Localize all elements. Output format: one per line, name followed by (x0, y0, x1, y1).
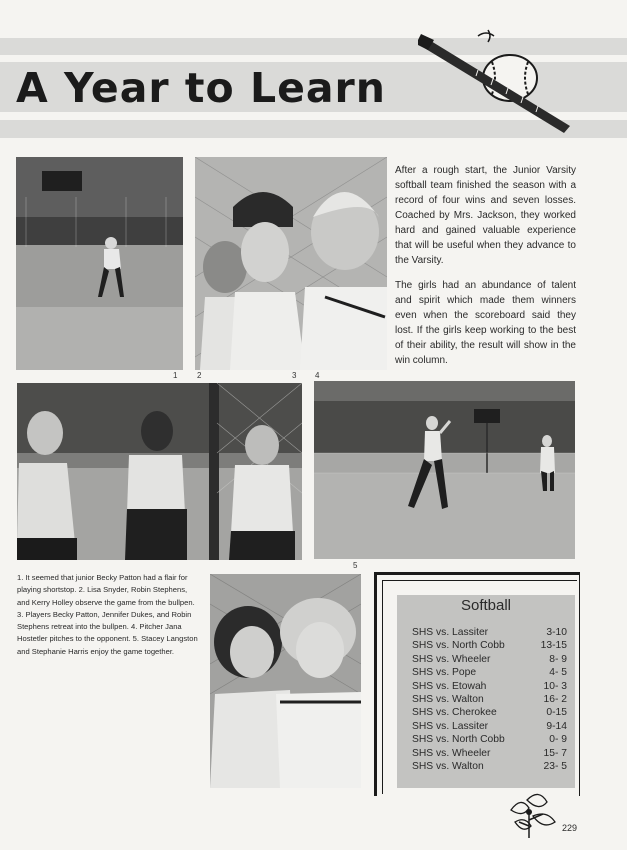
score-opponent: SHS vs. Walton (412, 694, 484, 705)
score-opponent: SHS vs. Wheeler (412, 653, 491, 665)
photo-shortstop (16, 157, 183, 370)
score-result: 15- 7 (543, 747, 567, 759)
scoreboard (397, 595, 575, 788)
photo-two-players (210, 574, 361, 788)
score-result: 9-14 (546, 720, 567, 732)
score-row (412, 666, 567, 679)
score-opponent: SHS vs. North Cobb (412, 734, 505, 746)
intro-paragraph-1: After a rough start, the Junior Varsity softball team finished the season with a record of four wins and seven losses. Coached by Mrs. Jackson, they worked hard and gained valuable experience that will be useful when they advance to the Varsity. (395, 165, 576, 266)
score-result: 13-15 (540, 640, 567, 652)
score-result: 0-15 (546, 707, 567, 719)
photo-caption: 1. It seemed that junior Becky Patton had a flair for playing shortstop. 2. Lisa Snyder, Robin Stephens, and Kerry Holley observe the game from the bullpen. 3. Players Becky Patton, Jennifer Dukes, and Robin Stephens retreat into the bullpen. 4. Pitcher Jana Hostetler pitches to the opponent. 5. Stacey Langston and Stephanie Harris enjoy the game together. (17, 573, 198, 656)
score-row (412, 639, 567, 652)
scoreboard-title: Softball (460, 597, 512, 614)
photo-number-4: 4 (315, 371, 320, 380)
score-result: 0- 9 (549, 734, 567, 746)
score-result: 8- 9 (549, 653, 567, 665)
score-result: 3-10 (546, 627, 567, 638)
photo-number-1: 1 (173, 371, 178, 380)
score-opponent: SHS vs. Cherokee (412, 707, 497, 719)
score-result: 10- 3 (543, 680, 567, 692)
score-opponent: SHS vs. Pope (412, 667, 477, 679)
score-result: 4- 5 (549, 667, 567, 679)
photo-bullpen (195, 157, 387, 370)
photo-players-retreat (17, 383, 302, 560)
score-opponent: SHS vs. North Cobb (412, 640, 505, 652)
photo-pitcher (314, 381, 575, 559)
score-row (412, 653, 567, 666)
score-result: 16- 2 (543, 694, 567, 705)
photo-number-5: 5 (353, 561, 358, 570)
score-row (412, 693, 567, 706)
bat-and-ball-illustration (418, 26, 578, 136)
score-row (412, 747, 567, 760)
score-result: 23- 5 (543, 761, 567, 772)
photo-number-2: 2 (197, 371, 202, 380)
score-row (412, 733, 567, 746)
score-row (412, 706, 567, 719)
score-opponent: SHS vs. Etowah (412, 680, 487, 692)
page-number: 229 (562, 823, 578, 833)
score-opponent: SHS vs. Lassiter (412, 627, 489, 638)
score-row (412, 680, 567, 693)
photo-number-3: 3 (292, 371, 297, 380)
score-row (412, 760, 567, 773)
page-title: A Year to Learn (16, 64, 386, 112)
score-row (412, 720, 567, 733)
flower-illustration (503, 790, 561, 840)
score-opponent: SHS vs. Wheeler (412, 747, 491, 759)
score-opponent: SHS vs. Walton (412, 761, 484, 772)
score-opponent: SHS vs. Lassiter (412, 720, 489, 732)
intro-text (395, 163, 576, 378)
intro-paragraph-2: The girls had an abundance of talent and spirit which made them winners even when the scoreboard said they lost. If the girls keep working to the best of their ability, the result will show in the win column. (395, 280, 576, 366)
score-row (412, 626, 567, 639)
